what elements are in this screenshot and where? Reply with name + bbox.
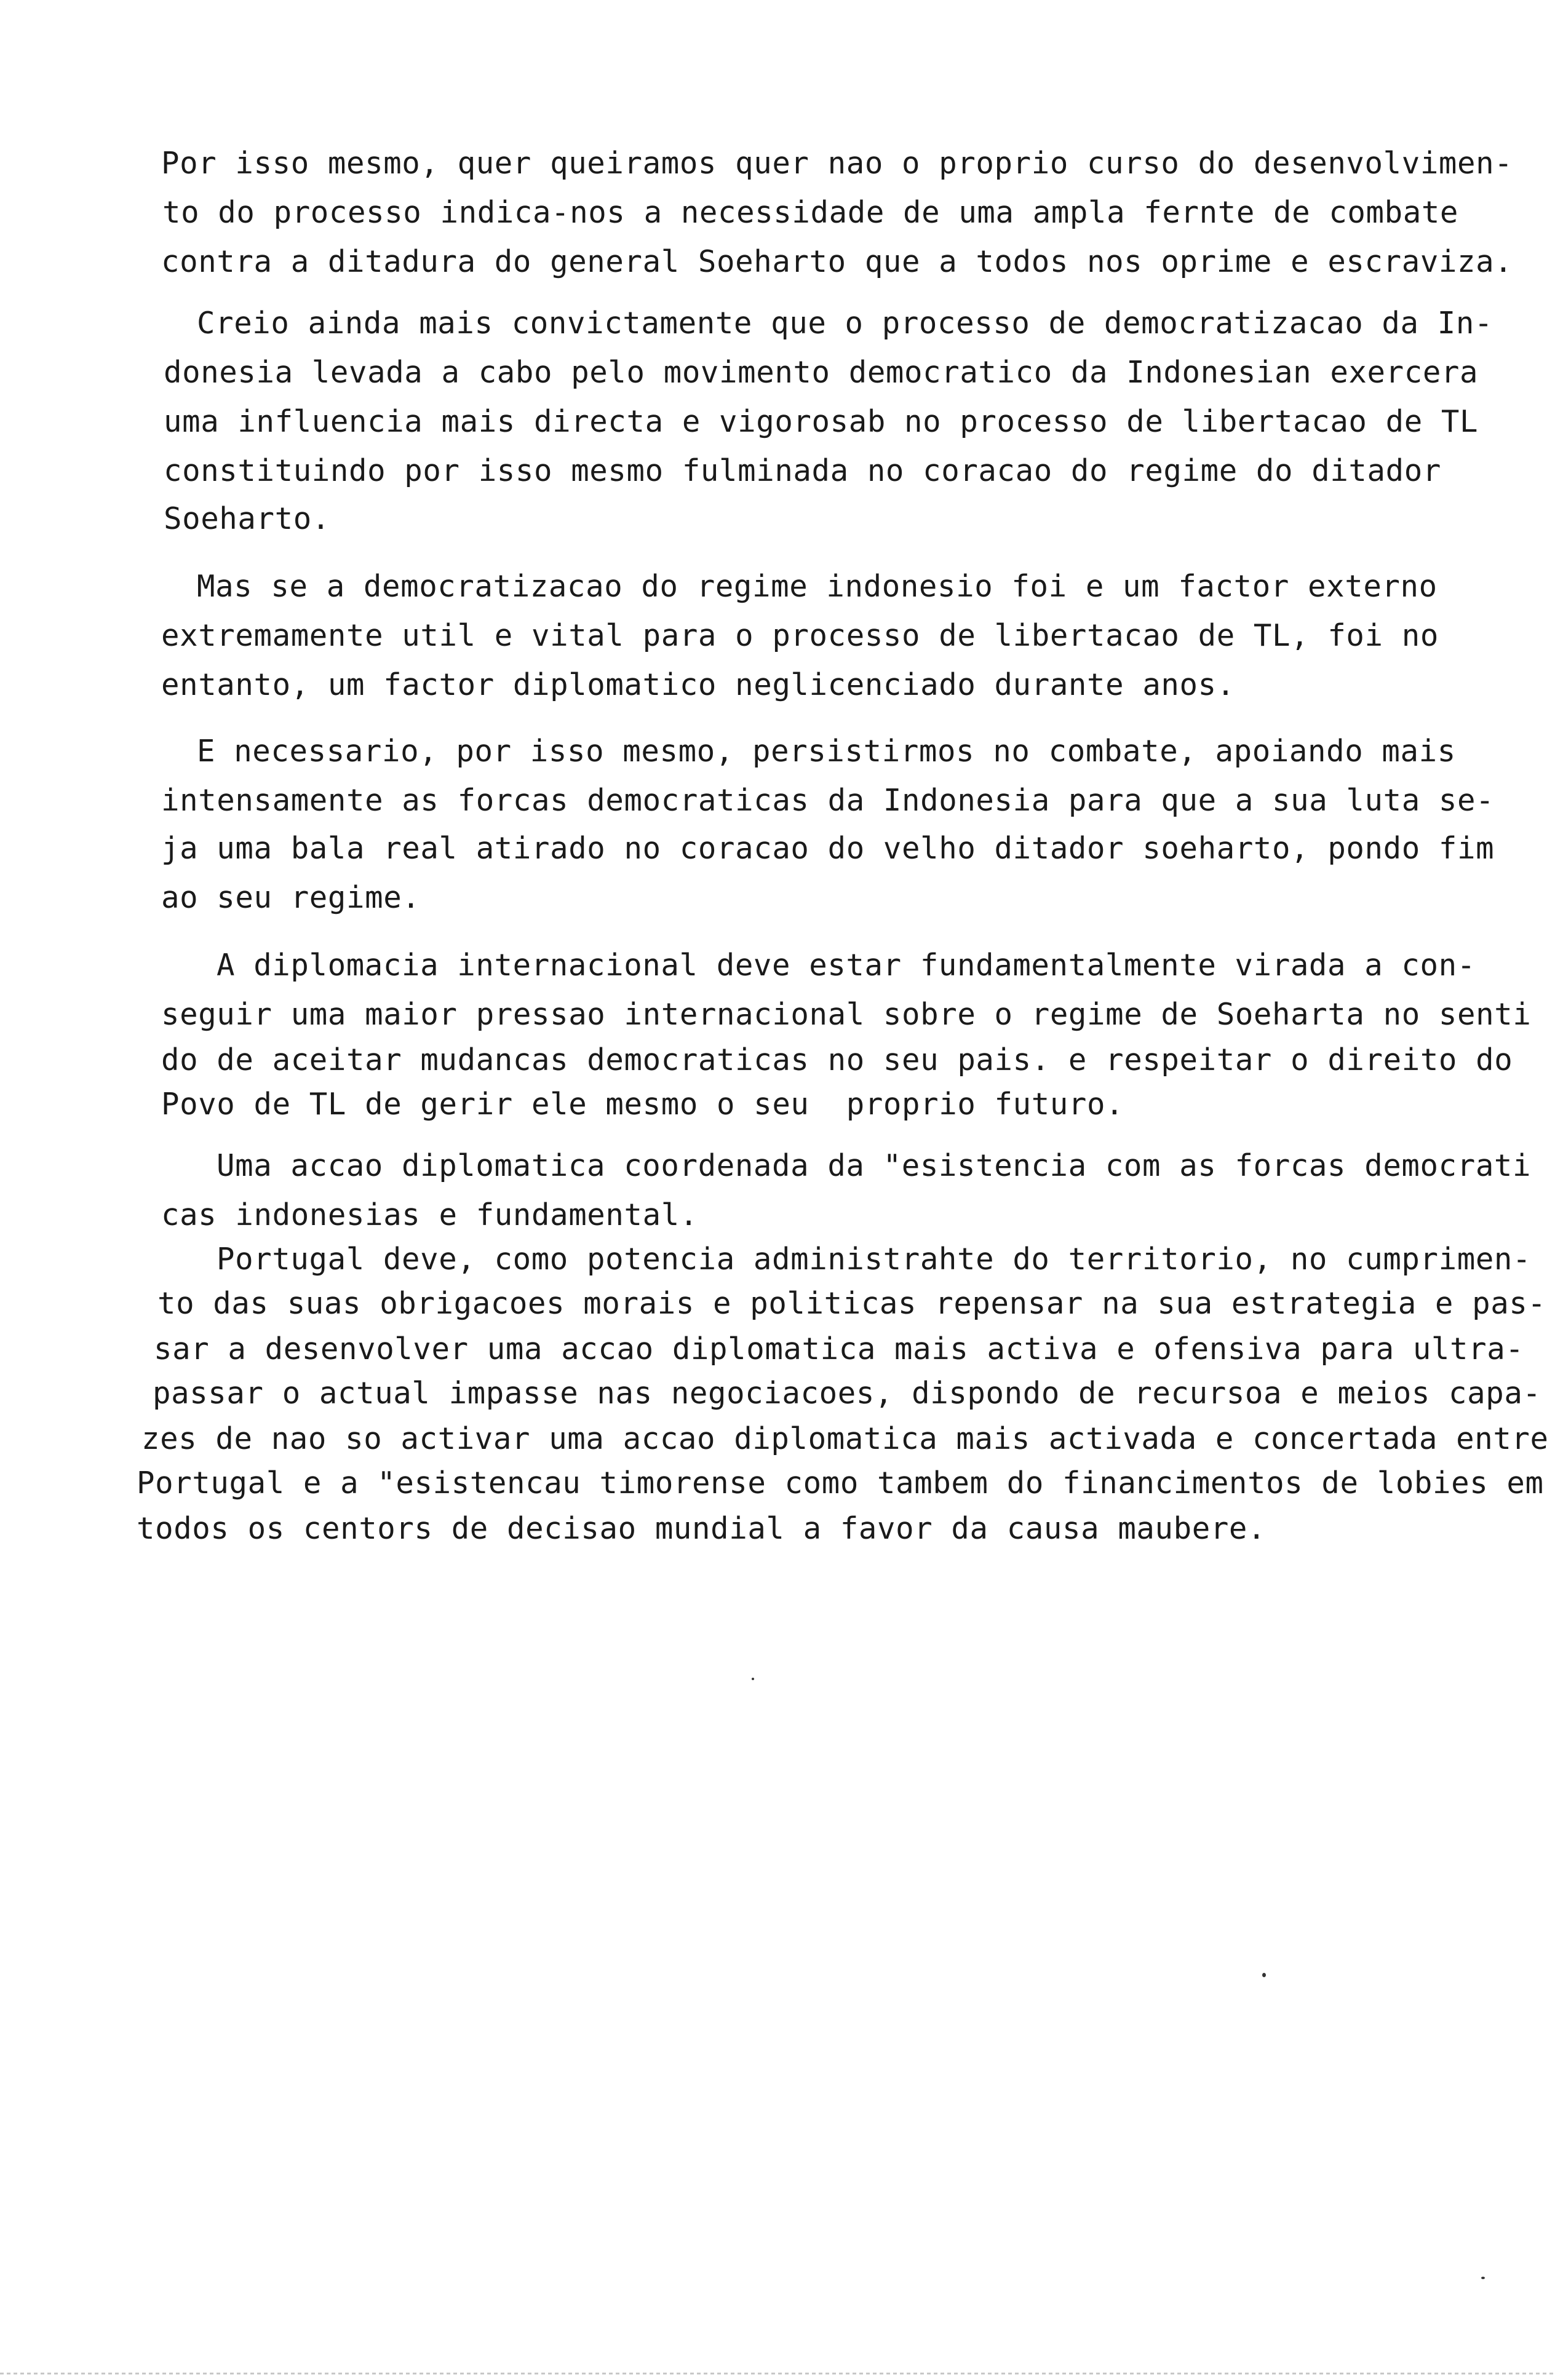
text-line: ao seu regime. [161,880,421,915]
text-line: Soeharto. [164,501,330,536]
text-line: Uma accao diplomatica coordenada da "esistencia com as forcas democrati [217,1148,1532,1183]
text-line: constituindo por isso mesmo fulminada no coracao do regime do ditador [164,453,1441,488]
text-line: Por isso mesmo, quer queiramos quer nao o proprio curso do desenvolvimen- [161,146,1513,181]
text-line: Creio ainda mais convictamente que o processo de democratizacao da In- [197,306,1493,341]
text-line: Portugal deve, como potencia administrahte do territorio, no cumprimen- [217,1242,1532,1277]
text-line: to das suas obrigacoes morais e politicas repensar na sua estrategia e pas- [157,1286,1546,1321]
text-line: cas indonesias e fundamental. [161,1197,698,1232]
text-line: extremamente util e vital para o processo de libertacao de TL, foi no [161,618,1439,653]
text-line: entanto, um factor diplomatico neglicenciado durante anos. [161,667,1235,702]
text-line: donesia levada a cabo pelo movimento democratico da Indonesian exercera [164,355,1479,390]
scan-speck [1262,1973,1266,1977]
text-line: ja uma bala real atirado no coracao do velho ditador soeharto, pondo fim [161,831,1495,866]
scan-speck [752,1678,754,1680]
text-line: contra a ditadura do general Soeharto que a todos nos oprime e escraviza. [161,244,1513,279]
text-line: uma influencia mais directa e vigorosab no processo de libertacao de TL [164,404,1479,439]
text-line: Portugal e a "esistencau timorense como tambem do financimentos de lobies em [137,1466,1544,1501]
text-line: do de aceitar mudancas democraticas no seu pais. e respeitar o direito do [161,1042,1513,1077]
text-line: zes de nao so activar uma accao diplomatica mais activada e concertada entre [141,1421,1549,1456]
text-line: todos os centors de decisao mundial a favor da causa maubere. [137,1511,1267,1546]
text-line: A diplomacia internacional deve estar fundamentalmente virada a con- [217,948,1476,983]
text-line: sar a desenvolver uma accao diplomatica mais activa e ofensiva para ultra- [154,1331,1524,1367]
text-line: Povo de TL de gerir ele mesmo o seu proprio futuro. [161,1087,1124,1122]
scan-bottom-edge [0,2373,1555,2374]
text-line: E necessario, por isso mesmo, persistirmos no combate, apoiando mais [197,734,1456,769]
scan-speck [1481,2277,1485,2279]
text-line: passar o actual impasse nas negociacoes, dispondo de recursoa e meios capa- [153,1376,1541,1411]
text-line: Mas se a democratizacao do regime indonesio foi e um factor externo [197,569,1438,604]
text-line: seguir uma maior pressao internacional sobre o regime de Soeharta no senti [161,997,1532,1032]
text-line: to do processo indica-nos a necessidade de uma ampla fernte de combate [162,195,1459,230]
text-line: intensamente as forcas democraticas da Indonesia para que a sua luta se- [161,783,1495,818]
